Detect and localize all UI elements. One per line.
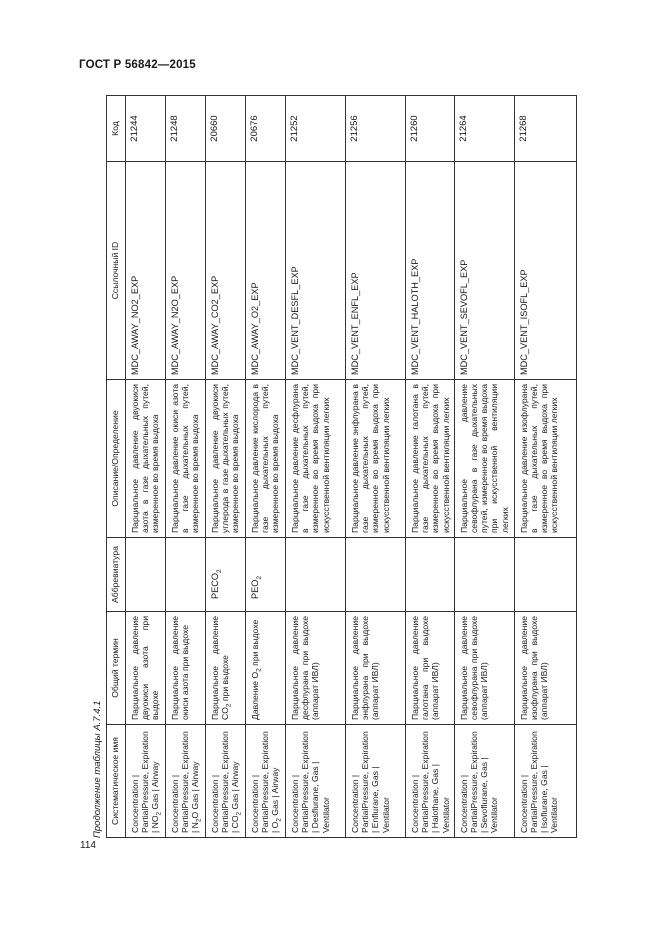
page-number: 114 (80, 840, 96, 851)
cell-system-name (514, 725, 576, 838)
column-header-common-term: Общий термин (107, 612, 126, 725)
common-term-text: Парциальное давление окиси азота при выдохе (170, 616, 191, 720)
system-name-text: O Gas | Airway (190, 761, 201, 819)
common-term-text: Парциальное давление энфлурана при выдохе (аппарат ИВЛ) (350, 616, 381, 720)
cell-code: 20660 (206, 96, 246, 162)
cell-system-name (166, 725, 206, 838)
cell-common-term (346, 612, 406, 725)
cell-abbreviation (126, 538, 166, 612)
system-name-text: Concentration | PartialPressure, Expiration | O (250, 731, 281, 833)
system-name-text: Concentration | PartialPressure, Expiration | Enflurane, Gas | Ventilator (350, 731, 391, 833)
abbreviation-text: PEO (250, 579, 260, 599)
subscript: 2 (196, 818, 204, 823)
common-term-text: Парциальное давление CO (210, 616, 231, 720)
cell-common-term (286, 612, 346, 725)
cell-abbreviation (246, 538, 286, 612)
column-header-code: Код (107, 96, 126, 162)
cell-abbreviation (166, 538, 206, 612)
common-term-text: при выдохе (220, 655, 231, 704)
cell-abbreviation (286, 538, 346, 612)
system-name-text: Concentration | PartialPressure, Expiration | Isoflurane, Gas | Ventilator (518, 731, 560, 833)
cell-reference-id: MDC_VENT_HALOTH_EXP (406, 162, 455, 380)
table-row (346, 96, 406, 838)
cell-system-name (246, 725, 286, 838)
cell-code: 21256 (346, 96, 406, 162)
cell-common-term (126, 612, 166, 725)
system-name-text: Concentration | PartialPressure, Expiration | Desflurane, Gas | Ventilator (290, 731, 331, 833)
cell-common-term (246, 612, 286, 725)
common-term-text: Парциальное давление двуокиси азота при выдохе (130, 616, 161, 720)
system-name-text: Concentration | PartialPressure, Expiration | Halothane, Gas | Ventilator (410, 731, 451, 833)
common-term-text: Парциальное давление десфлурана при выдохе (аппарат ИВЛ) (290, 616, 321, 720)
common-term-text: Парциальное давление галотана при выдохе (аппарат ИВЛ) (410, 616, 441, 720)
cell-description: Парциальное давление галотана в газе дыхательных путей, измеренное во время выдоха при искусственной вентиляции легких (406, 380, 455, 538)
cell-code: 21244 (126, 96, 166, 162)
cell-description: Парциальное давление двуокиси азота в газе дыхательных путей, измеренное во время выдоха (126, 380, 166, 538)
table-row (206, 96, 246, 838)
cell-description: Парциальное давление изофлурана в газе дыхательных путей, измеренное во время выдоха при искусственной вентиляции легких (514, 380, 576, 538)
subscript: 2 (215, 569, 223, 573)
cell-code: 21260 (406, 96, 455, 162)
system-name-text: Gas | Airway (270, 767, 281, 819)
cell-code: 21268 (514, 96, 576, 162)
system-name-text: Concentration | PartialPressure, Expiration | Sevoflurane, Gas | Ventilator (458, 731, 500, 833)
table-row (126, 96, 166, 838)
system-name-text: Gas | Airway (230, 761, 241, 812)
cell-common-term (514, 612, 576, 725)
subscript: 2 (276, 818, 284, 822)
cell-description: Парциальное давление окиси азота в газе дыхательных путей, измеренное во время выдоха (166, 380, 206, 538)
cell-description: Парциальное давление двуокиси углерода в газе дыхательных путей, измеренное во время выдоха (206, 380, 246, 538)
cell-reference-id: MDC_VENT_DESFL_EXP (286, 162, 346, 380)
cell-description: Парциальное давление кислорода в газе дыхательных путей, измеренное во время выдоха (246, 380, 286, 538)
cell-code: 21264 (454, 96, 514, 162)
subscript: 2 (255, 575, 263, 580)
cell-description: Парциальное давление десфлурана в газе дыхательных путей, измеренное во время выдоха при искусственной вентиляции легких (286, 380, 346, 538)
cell-reference-id: MDC_AWAY_N2O_EXP (166, 162, 206, 380)
system-name-text: Concentration | PartialPressure, Expiration | N (170, 731, 201, 833)
subscript: 2 (156, 811, 164, 816)
common-term-text: Парциальное давление севофлурана при выдохе (аппарат ИВЛ) (458, 616, 490, 720)
table-header-row (107, 96, 126, 838)
cell-system-name (286, 725, 346, 838)
document-header: ГОСТ Р 56842—2015 (79, 59, 196, 71)
cell-code: 21248 (166, 96, 206, 162)
cell-abbreviation (454, 538, 514, 612)
cell-reference-id: MDC_VENT_ISOFL_EXP (514, 162, 576, 380)
cell-code: 20676 (246, 96, 286, 162)
cell-reference-id: MDC_VENT_SEVOFL_EXP (454, 162, 514, 380)
abbreviation-text: PECO (210, 572, 220, 599)
table-row (454, 96, 514, 838)
cell-system-name (346, 725, 406, 838)
column-header-reference-id: Ссылочный ID (107, 162, 126, 380)
cell-reference-id: MDC_VENT_ENFL_EXP (346, 162, 406, 380)
common-term-text: при выдохе (250, 619, 260, 669)
cell-description: Парциальное давление севофлурана в газе дыхательных путей, измеренное во время выдоха при искусственной вентиляции легких (454, 380, 514, 538)
subscript: 2 (236, 811, 244, 816)
column-header-system-name: Систематическое имя (107, 725, 126, 838)
column-header-description: Описание/Определение (107, 380, 126, 538)
table-row (246, 96, 286, 838)
system-name-text: Gas | Airway (150, 761, 161, 812)
table-row (286, 96, 346, 838)
cell-code: 21252 (286, 96, 346, 162)
cell-abbreviation (406, 538, 455, 612)
cell-reference-id: MDC_AWAY_NO2_EXP (126, 162, 166, 380)
cell-common-term (206, 612, 246, 725)
table-row (406, 96, 455, 838)
table-caption: Продолжение таблицы А.7.4.1 (92, 700, 103, 838)
cell-system-name (126, 725, 166, 838)
cell-description: Парциальное давление энфлурана в газе дыхательных путей, измеренное во время выдоха при искусственной вентиляции легких (346, 380, 406, 538)
cell-system-name (206, 725, 246, 838)
cell-reference-id: MDC_AWAY_CO2_EXP (206, 162, 246, 380)
column-header-abbreviation: Аббревиатура (107, 538, 126, 612)
data-table (106, 95, 577, 838)
cell-common-term (454, 612, 514, 725)
cell-abbreviation (346, 538, 406, 612)
cell-system-name (454, 725, 514, 838)
cell-abbreviation (206, 538, 246, 612)
system-name-text: Concentration | PartialPressure, Expiration | CO (210, 731, 241, 833)
common-term-text: Парциальное давление изофлурана при выдохе (аппарат ИВЛ) (518, 616, 550, 720)
cell-abbreviation (514, 538, 576, 612)
system-name-text: Concentration | PartialPressure, Expiration | NO (130, 731, 161, 833)
common-term-text: Давление O (250, 671, 260, 720)
table-row (166, 96, 206, 838)
table-row (514, 96, 576, 838)
cell-common-term (166, 612, 206, 725)
cell-reference-id: MDC_AWAY_O2_EXP (246, 162, 286, 380)
rotated-table-area (92, 96, 597, 838)
cell-system-name (406, 725, 455, 838)
cell-common-term (406, 612, 455, 725)
subscript: 2 (255, 668, 263, 672)
subscript: 2 (225, 703, 233, 708)
